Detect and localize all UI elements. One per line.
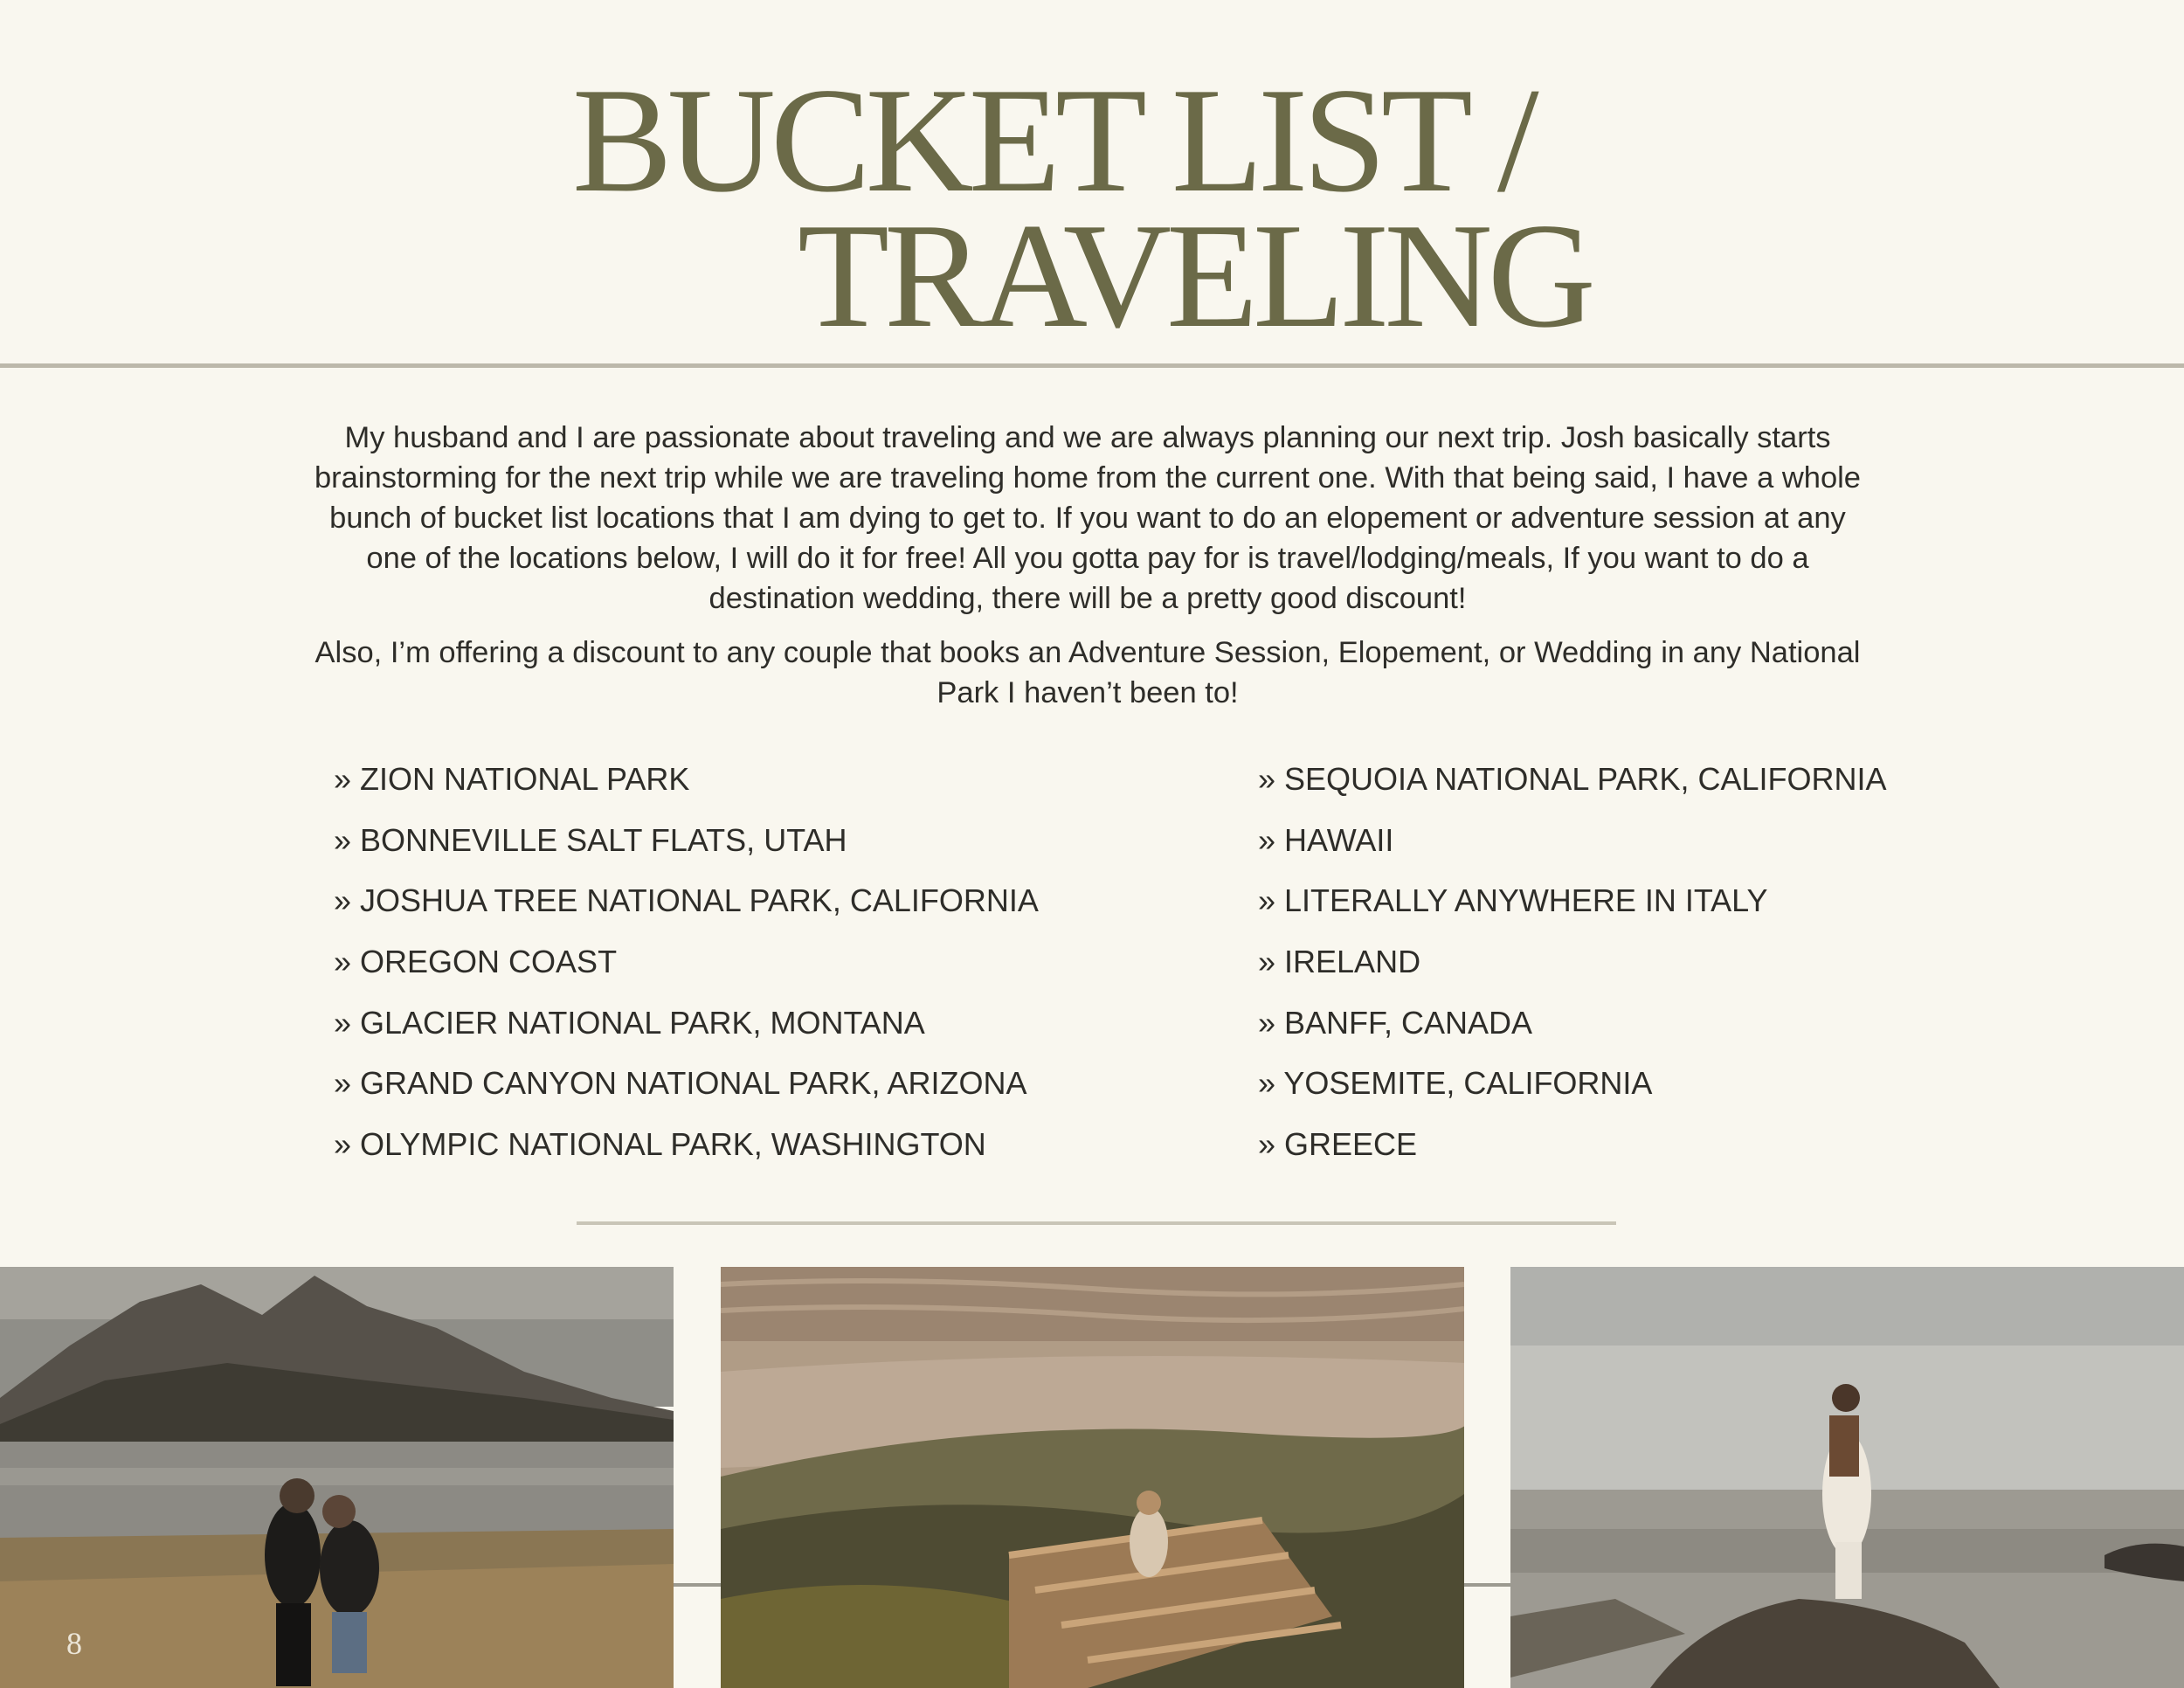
photo-seaside-rock-couple <box>1510 1267 2184 1688</box>
decorative-line <box>674 1583 721 1587</box>
bucket-list-right-column <box>1258 758 1887 1185</box>
list-item: » LITERALLY ANYWHERE IN ITALY <box>1258 882 1768 919</box>
list-item: » JOSHUA TREE NATIONAL PARK, CALIFORNIA <box>334 882 1039 919</box>
intro-paragraph: My husband and I are passionate about traveling and we are always planning our next trip. Josh basically starts brainstorming for the next trip while we are traveling home from the current one. With that being said, I have a whole bunch of bucket list locations that I am dying to get to. If you want to do an elopement or adventure session at any one of the locations below, I will do it for free! All you gotta pay for is travel/lodging/meals, If you want to do a destination wedding, there will be a pretty good discount! <box>314 421 1861 615</box>
list-item: » BONNEVILLE SALT FLATS, UTAH <box>334 821 847 858</box>
list-item: » GLACIER NATIONAL PARK, MONTANA <box>334 1004 925 1041</box>
list-item: » OLYMPIC NATIONAL PARK, WASHINGTON <box>334 1126 986 1163</box>
decorative-line <box>1464 1583 1510 1587</box>
list-item: » GRAND CANYON NATIONAL PARK, ARIZONA <box>334 1065 1027 1102</box>
page-title-line-1: BUCKET LIST / <box>572 58 1534 224</box>
list-item: » OREGON COAST <box>334 944 618 980</box>
page-number: 8 <box>66 1626 82 1661</box>
list-item: » GREECE <box>1258 1126 1418 1163</box>
list-item: » ZION NATIONAL PARK <box>334 761 690 797</box>
list-item: » YOSEMITE, CALIFORNIA <box>1258 1065 1653 1102</box>
photo-beach-stairs-couple <box>721 1267 1464 1688</box>
section-divider <box>577 1221 1616 1225</box>
list-item: » HAWAII <box>1258 821 1394 858</box>
list-item: » IRELAND <box>1258 944 1421 980</box>
title-divider <box>0 363 2184 368</box>
list-item: » BANFF, CANADA <box>1258 1004 1533 1041</box>
page-title-line-2: TRAVELING <box>798 193 1591 359</box>
list-item: » SEQUOIA NATIONAL PARK, CALIFORNIA <box>1258 761 1887 797</box>
photo-mountain-lake-couple <box>0 1267 674 1688</box>
discount-paragraph: Also, I’m offering a discount to any couple that books an Adventure Session, Elopement, or Wedding in any National Park I haven’t been to! <box>314 636 1861 709</box>
bucket-list-left-column <box>334 758 1039 1185</box>
